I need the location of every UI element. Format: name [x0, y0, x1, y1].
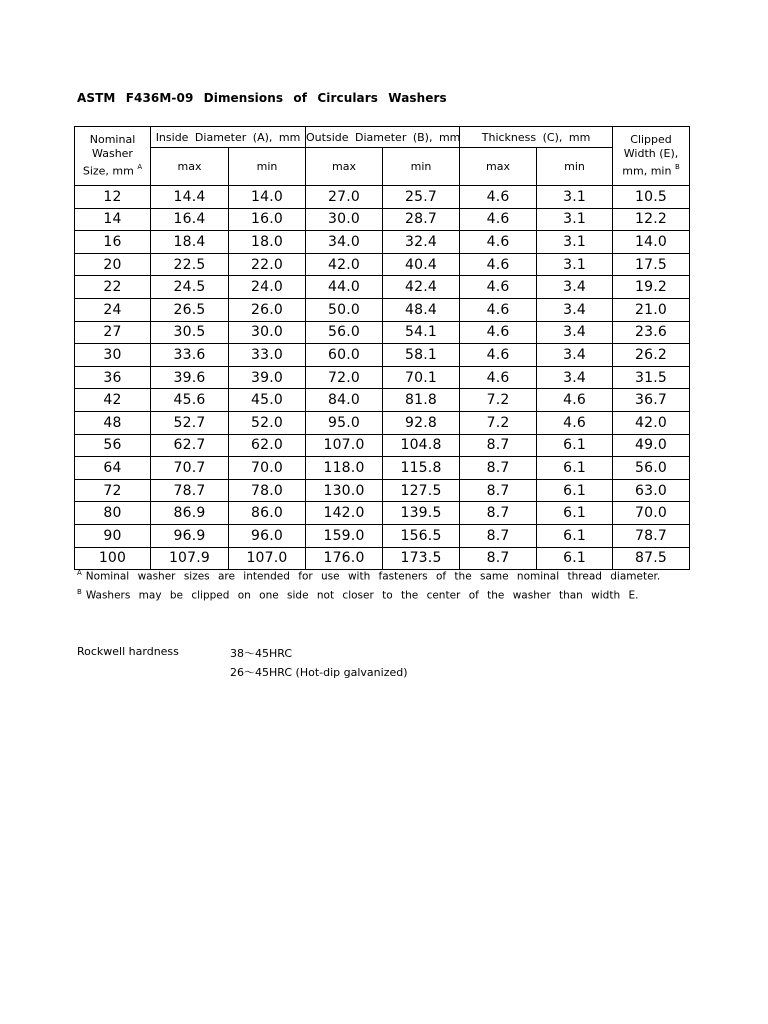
cell-clipped-width: 31.5 — [613, 366, 690, 389]
cell-inside-min: 24.0 — [229, 276, 306, 299]
cell-inside-min: 86.0 — [229, 502, 306, 525]
cell-nominal-size: 56 — [75, 434, 151, 457]
cell-nominal-size: 14 — [75, 208, 151, 231]
header-nominal-size: Nominal Washer Size, mm $^A$ — [75, 127, 151, 186]
cell-thickness-max: 8.7 — [460, 524, 537, 547]
cell-inside-min: 26.0 — [229, 298, 306, 321]
table-row — [75, 186, 690, 209]
cell-thickness-min: 6.1 — [537, 479, 613, 502]
cell-outside-max: 176.0 — [306, 547, 383, 570]
cell-inside-max: 70.7 — [151, 457, 229, 480]
hardness-label: Rockwell hardness — [77, 645, 179, 658]
cell-thickness-min: 3.1 — [537, 186, 613, 209]
cell-inside-max: 24.5 — [151, 276, 229, 299]
cell-outside-max: 50.0 — [306, 298, 383, 321]
cell-clipped-width: 49.0 — [613, 434, 690, 457]
cell-outside-min: 54.1 — [383, 321, 460, 344]
cell-thickness-max: 7.2 — [460, 411, 537, 434]
cell-outside-min: 58.1 — [383, 344, 460, 367]
cell-inside-min: 62.0 — [229, 434, 306, 457]
cell-thickness-min: 6.1 — [537, 502, 613, 525]
cell-nominal-size: 64 — [75, 457, 151, 480]
cell-nominal-size: 90 — [75, 524, 151, 547]
cell-outside-min: 48.4 — [383, 298, 460, 321]
cell-thickness-min: 3.4 — [537, 298, 613, 321]
cell-thickness-min: 6.1 — [537, 547, 613, 570]
cell-outside-min: 81.8 — [383, 389, 460, 412]
cell-inside-min: 45.0 — [229, 389, 306, 412]
cell-outside-min: 104.8 — [383, 434, 460, 457]
cell-nominal-size: 100 — [75, 547, 151, 570]
cell-clipped-width: 19.2 — [613, 276, 690, 299]
washer-dimensions-table — [74, 126, 690, 570]
cell-clipped-width: 56.0 — [613, 457, 690, 480]
cell-clipped-width: 63.0 — [613, 479, 690, 502]
cell-outside-min: 127.5 — [383, 479, 460, 502]
cell-outside-min: 25.7 — [383, 186, 460, 209]
table-row — [75, 411, 690, 434]
table-row — [75, 276, 690, 299]
cell-inside-min: 14.0 — [229, 186, 306, 209]
table-row — [75, 502, 690, 525]
cell-outside-min: 32.4 — [383, 231, 460, 254]
cell-inside-max: 26.5 — [151, 298, 229, 321]
cell-outside-max: 130.0 — [306, 479, 383, 502]
cell-clipped-width: 14.0 — [613, 231, 690, 254]
cell-inside-min: 18.0 — [229, 231, 306, 254]
cell-thickness-min: 3.4 — [537, 276, 613, 299]
cell-inside-max: 18.4 — [151, 231, 229, 254]
cell-thickness-max: 4.6 — [460, 366, 537, 389]
cell-clipped-width: 23.6 — [613, 321, 690, 344]
header-clipped-width: Clipped Width (E), mm, min $^B$ — [613, 127, 690, 186]
cell-outside-min: 40.4 — [383, 253, 460, 276]
cell-clipped-width: 21.0 — [613, 298, 690, 321]
cell-nominal-size: 24 — [75, 298, 151, 321]
cell-thickness-max: 4.6 — [460, 298, 537, 321]
cell-outside-max: 107.0 — [306, 434, 383, 457]
cell-nominal-size: 16 — [75, 231, 151, 254]
cell-inside-min: 107.0 — [229, 547, 306, 570]
hardness-value-standard: 38～45HRC — [230, 647, 293, 660]
header-outside-max: max — [306, 148, 383, 186]
cell-inside-max: 45.6 — [151, 389, 229, 412]
cell-inside-max: 86.9 — [151, 502, 229, 525]
table-row — [75, 208, 690, 231]
table-row — [75, 231, 690, 254]
cell-thickness-max: 4.6 — [460, 321, 537, 344]
cell-inside-max: 39.6 — [151, 366, 229, 389]
cell-outside-max: 84.0 — [306, 389, 383, 412]
header-outside-diameter: Outside Diameter (B), mm — [306, 127, 460, 148]
cell-thickness-max: 8.7 — [460, 479, 537, 502]
footnote-a: $^A$ Nominal washer sizes are intended for use with fasteners of the same nominal thread diameter. — [77, 569, 661, 583]
cell-clipped-width: 87.5 — [613, 547, 690, 570]
cell-inside-min: 33.0 — [229, 344, 306, 367]
cell-outside-max: 42.0 — [306, 253, 383, 276]
cell-thickness-max: 8.7 — [460, 547, 537, 570]
table-row — [75, 457, 690, 480]
cell-inside-max: 14.4 — [151, 186, 229, 209]
cell-clipped-width: 42.0 — [613, 411, 690, 434]
cell-inside-max: 30.5 — [151, 321, 229, 344]
table-row — [75, 253, 690, 276]
header-thickness-max: max — [460, 148, 537, 186]
table-row — [75, 298, 690, 321]
cell-inside-max: 16.4 — [151, 208, 229, 231]
cell-outside-min: 115.8 — [383, 457, 460, 480]
cell-thickness-max: 4.6 — [460, 186, 537, 209]
cell-thickness-max: 4.6 — [460, 253, 537, 276]
cell-inside-max: 22.5 — [151, 253, 229, 276]
cell-clipped-width: 70.0 — [613, 502, 690, 525]
cell-outside-min: 139.5 — [383, 502, 460, 525]
cell-thickness-max: 8.7 — [460, 502, 537, 525]
table-row — [75, 366, 690, 389]
cell-clipped-width: 36.7 — [613, 389, 690, 412]
cell-nominal-size: 42 — [75, 389, 151, 412]
footnote-b: $^B$ Washers may be clipped on one side not closer to the center of the washer than width E. — [77, 588, 639, 602]
cell-thickness-min: 4.6 — [537, 411, 613, 434]
cell-outside-min: 70.1 — [383, 366, 460, 389]
cell-thickness-min: 4.6 — [537, 389, 613, 412]
table-body — [75, 186, 690, 570]
cell-nominal-size: 36 — [75, 366, 151, 389]
cell-nominal-size: 12 — [75, 186, 151, 209]
table-row — [75, 547, 690, 570]
cell-outside-min: 28.7 — [383, 208, 460, 231]
cell-thickness-max: 4.6 — [460, 231, 537, 254]
cell-thickness-min: 6.1 — [537, 524, 613, 547]
table-header — [75, 127, 690, 186]
cell-thickness-max: 7.2 — [460, 389, 537, 412]
cell-outside-min: 156.5 — [383, 524, 460, 547]
header-inside-min: min — [229, 148, 306, 186]
cell-inside-min: 30.0 — [229, 321, 306, 344]
cell-inside-min: 70.0 — [229, 457, 306, 480]
cell-clipped-width: 26.2 — [613, 344, 690, 367]
cell-outside-max: 72.0 — [306, 366, 383, 389]
cell-thickness-min: 3.1 — [537, 253, 613, 276]
cell-inside-max: 52.7 — [151, 411, 229, 434]
footnote-a-mark: A — [137, 163, 143, 172]
cell-outside-max: 27.0 — [306, 186, 383, 209]
cell-outside-min: 92.8 — [383, 411, 460, 434]
footnote-b-mark: B — [674, 163, 680, 172]
cell-outside-min: 173.5 — [383, 547, 460, 570]
cell-nominal-size: 20 — [75, 253, 151, 276]
cell-thickness-max: 4.6 — [460, 276, 537, 299]
header-inside-diameter: Inside Diameter (A), mm — [151, 127, 306, 148]
table-row — [75, 479, 690, 502]
cell-clipped-width: 17.5 — [613, 253, 690, 276]
cell-thickness-max: 4.6 — [460, 208, 537, 231]
cell-inside-max: 62.7 — [151, 434, 229, 457]
cell-nominal-size: 30 — [75, 344, 151, 367]
cell-inside-min: 16.0 — [229, 208, 306, 231]
cell-thickness-max: 8.7 — [460, 457, 537, 480]
cell-thickness-min: 3.1 — [537, 208, 613, 231]
cell-thickness-max: 8.7 — [460, 434, 537, 457]
cell-outside-min: 42.4 — [383, 276, 460, 299]
header-thickness: Thickness (C), mm — [460, 127, 613, 148]
cell-inside-min: 22.0 — [229, 253, 306, 276]
cell-thickness-min: 3.1 — [537, 231, 613, 254]
cell-inside-min: 52.0 — [229, 411, 306, 434]
cell-thickness-min: 6.1 — [537, 457, 613, 480]
document-title: ASTM F436M-09 Dimensions of Circulars Washers — [77, 91, 447, 105]
table-row — [75, 321, 690, 344]
cell-inside-max: 96.9 — [151, 524, 229, 547]
table-row — [75, 434, 690, 457]
cell-nominal-size: 80 — [75, 502, 151, 525]
cell-outside-max: 60.0 — [306, 344, 383, 367]
cell-thickness-min: 3.4 — [537, 366, 613, 389]
cell-outside-max: 56.0 — [306, 321, 383, 344]
table-row — [75, 389, 690, 412]
cell-outside-max: 159.0 — [306, 524, 383, 547]
header-thickness-min: min — [537, 148, 613, 186]
header-inside-max: max — [151, 148, 229, 186]
table-row — [75, 524, 690, 547]
cell-outside-max: 30.0 — [306, 208, 383, 231]
cell-clipped-width: 12.2 — [613, 208, 690, 231]
cell-nominal-size: 27 — [75, 321, 151, 344]
cell-outside-max: 118.0 — [306, 457, 383, 480]
cell-clipped-width: 10.5 — [613, 186, 690, 209]
header-outside-min: min — [383, 148, 460, 186]
cell-clipped-width: 78.7 — [613, 524, 690, 547]
cell-outside-max: 44.0 — [306, 276, 383, 299]
hardness-value-galvanized: 26～45HRC (Hot-dip galvanized) — [230, 666, 408, 679]
cell-inside-max: 33.6 — [151, 344, 229, 367]
cell-nominal-size: 72 — [75, 479, 151, 502]
cell-outside-max: 95.0 — [306, 411, 383, 434]
cell-inside-min: 39.0 — [229, 366, 306, 389]
cell-thickness-min: 3.4 — [537, 344, 613, 367]
cell-nominal-size: 22 — [75, 276, 151, 299]
cell-inside-min: 78.0 — [229, 479, 306, 502]
table-row — [75, 344, 690, 367]
cell-thickness-min: 6.1 — [537, 434, 613, 457]
cell-outside-max: 34.0 — [306, 231, 383, 254]
cell-nominal-size: 48 — [75, 411, 151, 434]
cell-inside-max: 78.7 — [151, 479, 229, 502]
cell-thickness-max: 4.6 — [460, 344, 537, 367]
cell-inside-min: 96.0 — [229, 524, 306, 547]
cell-thickness-min: 3.4 — [537, 321, 613, 344]
cell-inside-max: 107.9 — [151, 547, 229, 570]
cell-outside-max: 142.0 — [306, 502, 383, 525]
